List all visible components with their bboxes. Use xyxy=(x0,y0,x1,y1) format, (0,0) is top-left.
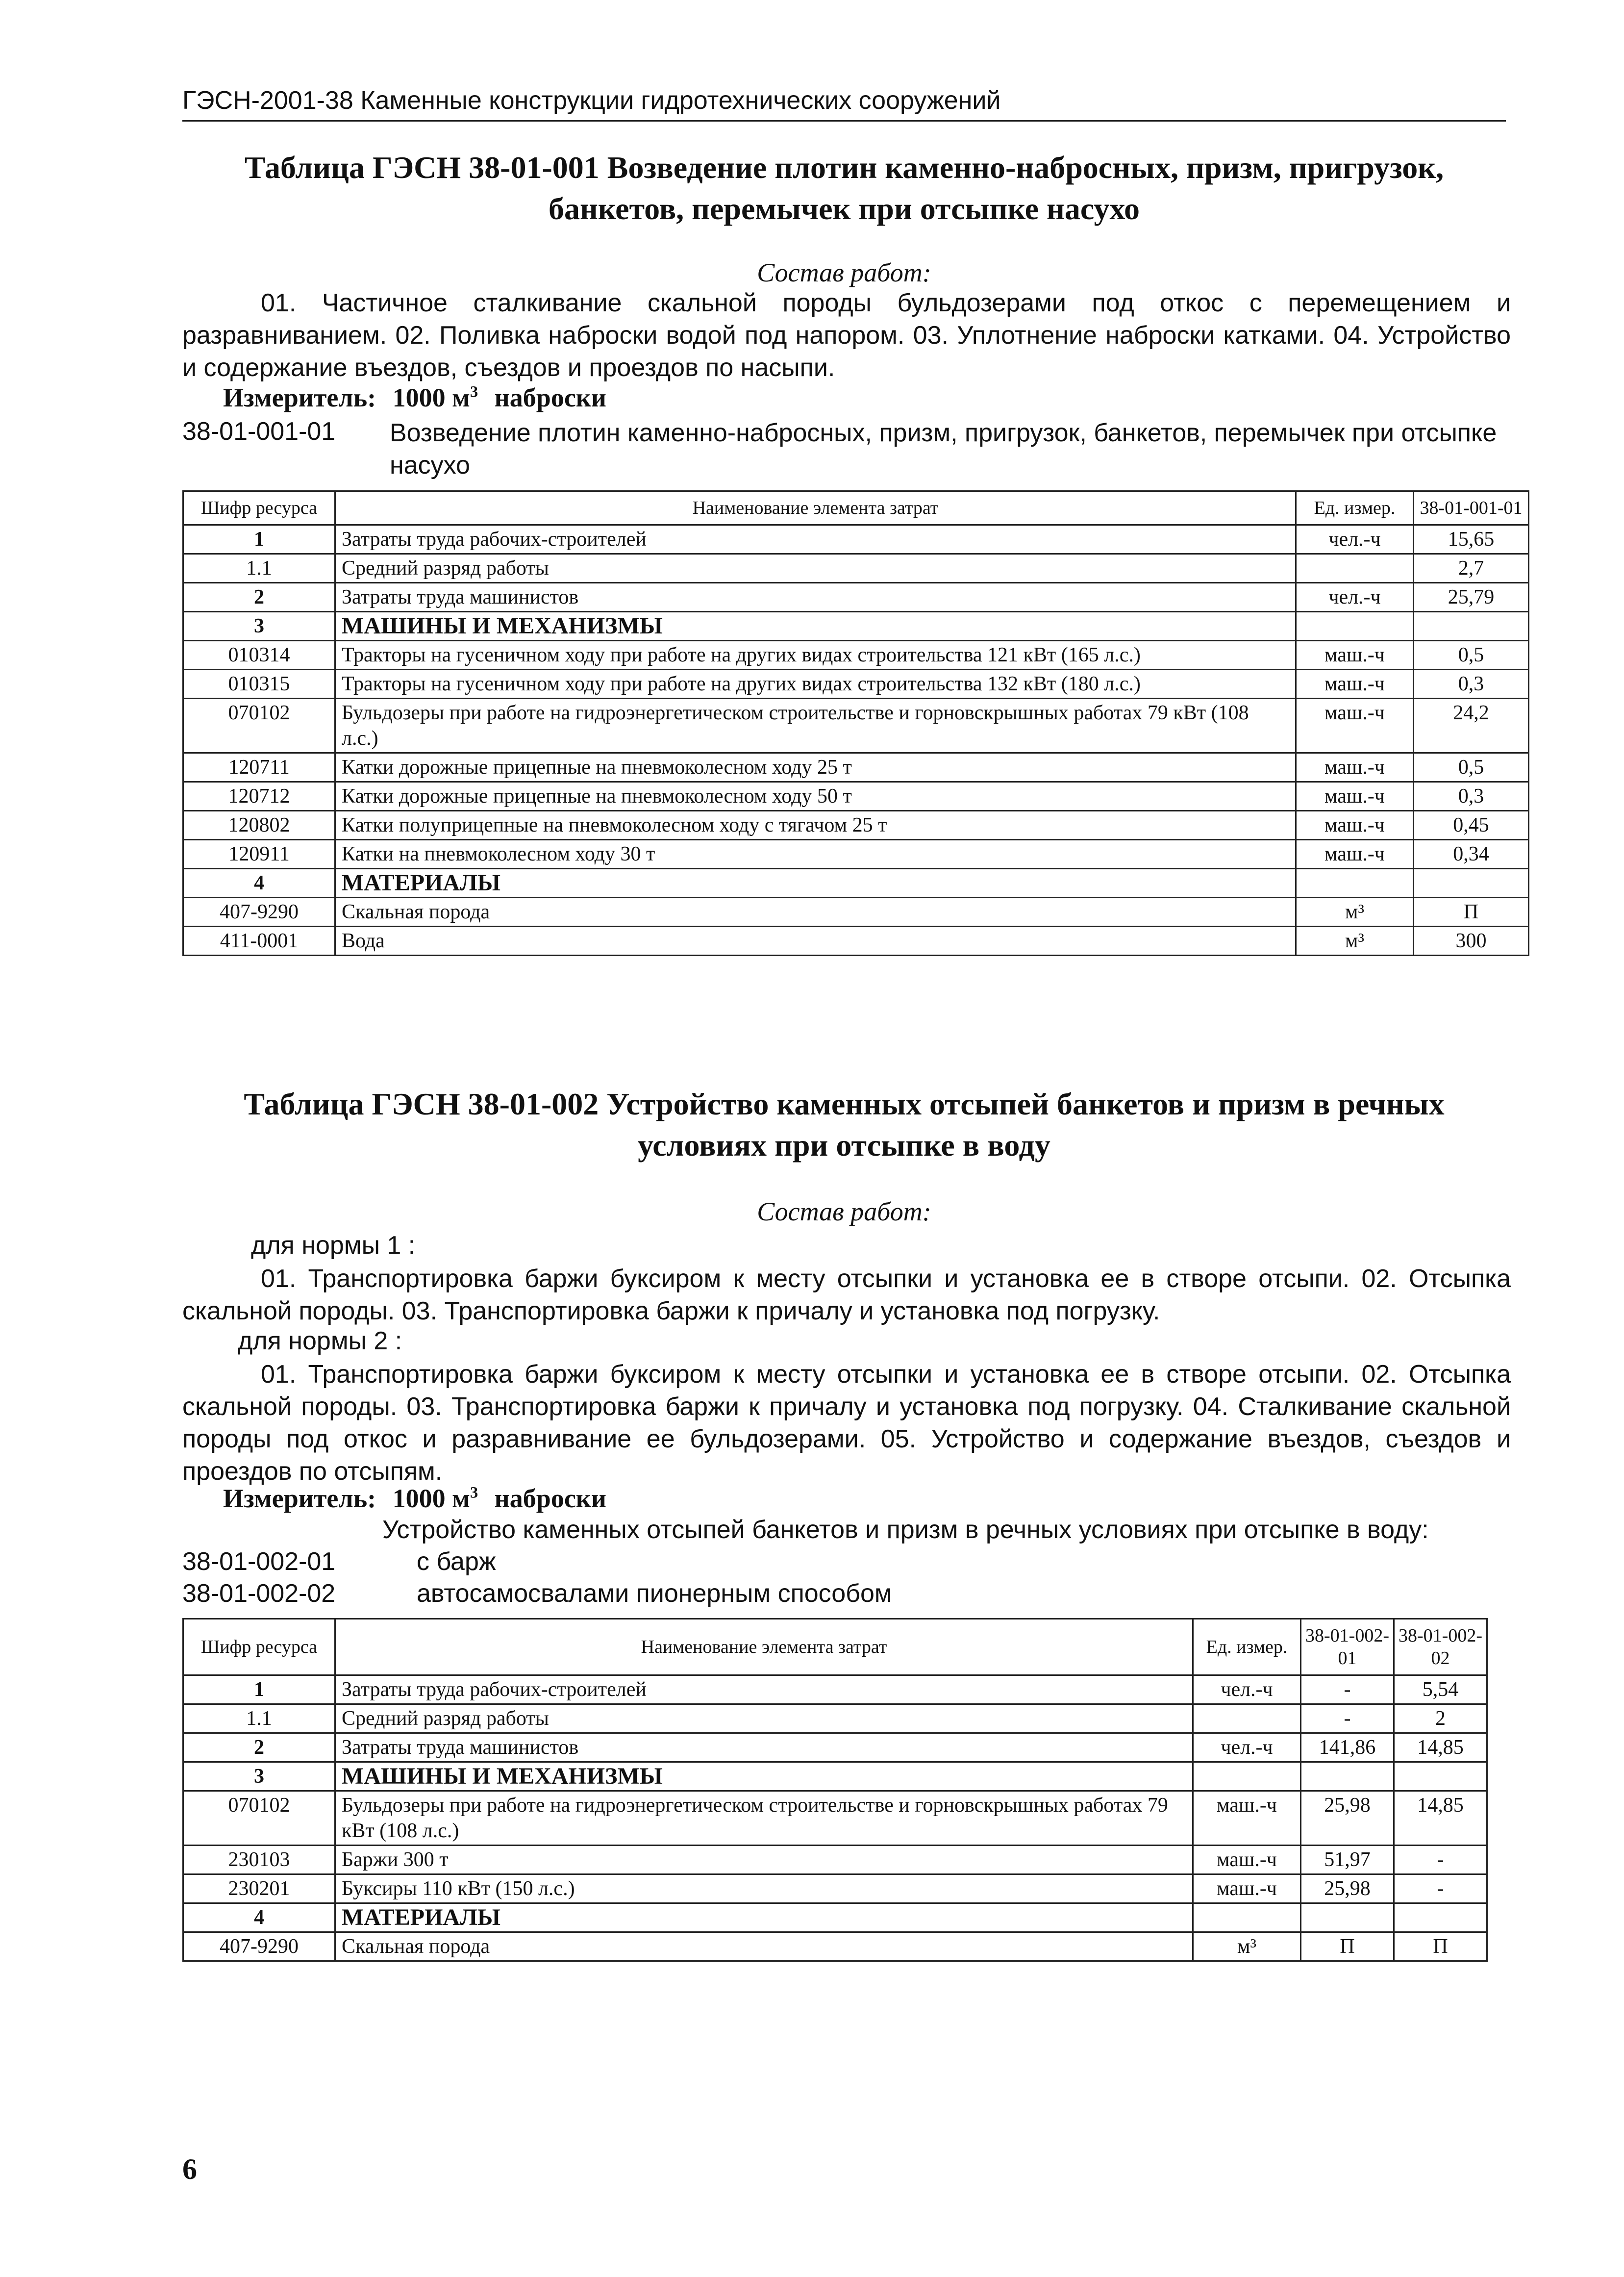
cell-code: 120911 xyxy=(183,840,335,869)
table-row xyxy=(183,1791,1487,1846)
table1-title-line2: банкетов, перемычек при отсыпке насухо xyxy=(549,191,1140,226)
cell-name: Тракторы на гусеничном ходу при работе на других видах строительства 132 кВт (180 л.с.) xyxy=(335,670,1296,699)
cell-value: 25,98 xyxy=(1301,1791,1394,1846)
cell-value: 14,85 xyxy=(1394,1791,1487,1846)
cell-unit: м³ xyxy=(1193,1932,1301,1961)
cell-code: 010315 xyxy=(183,670,335,699)
cell-value: 0,5 xyxy=(1414,641,1529,670)
cell-name: Буксиры 110 кВт (150 л.с.) xyxy=(335,1874,1193,1903)
table2-title-line2: условиях при отсыпке в воду xyxy=(638,1128,1050,1163)
cell-name: Тракторы на гусеничном ходу при работе на других видах строительства 121 кВт (165 л.с.) xyxy=(335,641,1296,670)
cell-code: 1.1 xyxy=(183,1704,335,1733)
table2-title-line1: Таблица ГЭСН 38-01-002 Устройство каменных отсыпей банкетов и призм в речных xyxy=(244,1087,1445,1121)
table2-norm1-text: 01. Транспортировка баржи буксиром к месту отсыпки и установка ее в створе отсыпи. 02. Отсыпка скальной породы. 03. Транспортировка баржи к причалу и установка под погрузку. xyxy=(182,1265,1511,1325)
section-heading: МАТЕРИАЛЫ xyxy=(335,1903,1193,1932)
cell-unit: маш.-ч xyxy=(1296,811,1414,840)
cell-code: 070102 xyxy=(183,1791,335,1846)
cell-value: 0,34 xyxy=(1414,840,1529,869)
cell-value: - xyxy=(1394,1874,1487,1903)
cell-unit xyxy=(1296,554,1414,583)
page-number: 6 xyxy=(182,2153,197,2185)
table-row xyxy=(183,525,1529,554)
running-header: ГЭСН-2001-38 Каменные конструкции гидротехнических сооружений xyxy=(182,86,1001,115)
col-code-header: Шифр ресурса xyxy=(183,491,335,525)
table1-norm-code: 38-01-001-01 xyxy=(182,417,336,446)
cell-value: 15,65 xyxy=(1414,525,1529,554)
cell-unit: маш.-ч xyxy=(1296,699,1414,753)
cell-value xyxy=(1414,612,1529,641)
cell-unit xyxy=(1193,1903,1301,1932)
cell-value: П xyxy=(1301,1932,1394,1961)
cell-value: 0,45 xyxy=(1414,811,1529,840)
cell-code: 120802 xyxy=(183,811,335,840)
cell-name: Скальная порода xyxy=(335,1932,1193,1961)
table-row xyxy=(183,670,1529,699)
cell-name: Катки дорожные прицепные на пневмоколесном ходу 50 т xyxy=(335,782,1296,811)
cell-value: 51,97 xyxy=(1301,1846,1394,1874)
cell-unit: чел.-ч xyxy=(1296,525,1414,554)
cell-unit: м³ xyxy=(1296,898,1414,927)
cell-unit: маш.-ч xyxy=(1296,753,1414,782)
cell-code: 4 xyxy=(183,869,335,898)
table-row xyxy=(183,612,1529,641)
cell-value: 5,54 xyxy=(1394,1675,1487,1704)
cell-unit: маш.-ч xyxy=(1193,1846,1301,1874)
section-heading: МАШИНЫ И МЕХАНИЗМЫ xyxy=(335,1762,1193,1791)
cell-code: 4 xyxy=(183,1903,335,1932)
col-unit-header: Ед. измер. xyxy=(1296,491,1414,525)
cell-unit xyxy=(1296,869,1414,898)
meter-unit: наброски xyxy=(494,383,607,412)
meter-sup: 3 xyxy=(470,1484,478,1502)
cell-unit: чел.-ч xyxy=(1193,1675,1301,1704)
cell-name: Затраты труда машинистов xyxy=(335,583,1296,612)
cell-value xyxy=(1414,869,1529,898)
col-name-header: Наименование элемента затрат xyxy=(335,491,1296,525)
table-row xyxy=(183,1903,1487,1932)
cell-value: П xyxy=(1414,898,1529,927)
cell-value: 25,98 xyxy=(1301,1874,1394,1903)
cell-name: Катки полуприцепные на пневмоколесном ходу с тягачом 25 т xyxy=(335,811,1296,840)
cell-code: 411-0001 xyxy=(183,927,335,956)
cell-code: 070102 xyxy=(183,699,335,753)
section-heading: МАШИНЫ И МЕХАНИЗМЫ xyxy=(335,612,1296,641)
cell-value: 0,3 xyxy=(1414,782,1529,811)
col-norm1-header: 38-01-002-01 xyxy=(1301,1619,1394,1675)
cell-name: Средний разряд работы xyxy=(335,554,1296,583)
table-row xyxy=(183,1932,1487,1961)
cell-code: 407-9290 xyxy=(183,1932,335,1961)
table-row xyxy=(183,1846,1487,1874)
table1-norm-text: Возведение плотин каменно-набросных, призм, пригрузок, банкетов, перемычек при отсыпке насухо xyxy=(390,419,1497,480)
col-norm2-header: 38-01-002-02 xyxy=(1394,1619,1487,1675)
table-row xyxy=(183,1733,1487,1762)
cell-value: 2 xyxy=(1394,1704,1487,1733)
meter-label: Измеритель: xyxy=(223,383,376,412)
cell-code: 407-9290 xyxy=(183,898,335,927)
cell-value xyxy=(1301,1762,1394,1791)
cell-unit: маш.-ч xyxy=(1193,1874,1301,1903)
table-row xyxy=(183,1762,1487,1791)
cell-value: 300 xyxy=(1414,927,1529,956)
cell-value xyxy=(1394,1903,1487,1932)
meter-value: 1000 м xyxy=(392,1484,470,1513)
cell-unit: маш.-ч xyxy=(1296,641,1414,670)
cell-unit xyxy=(1296,612,1414,641)
cell-value: 0,3 xyxy=(1414,670,1529,699)
table2-header-row xyxy=(183,1619,1487,1675)
cell-unit: чел.-ч xyxy=(1296,583,1414,612)
cell-name: Затраты труда рабочих-строителей xyxy=(335,525,1296,554)
cell-code: 1 xyxy=(183,1675,335,1704)
table-row xyxy=(183,699,1529,753)
cell-name: Бульдозеры при работе на гидроэнергетическом строительстве и горновскрышных работах 79 кВт (108 л.с.) xyxy=(335,699,1296,753)
col-norm1-header: 38-01-001-01 xyxy=(1414,491,1529,525)
cell-code: 3 xyxy=(183,612,335,641)
table2-norm1-desc: с барж xyxy=(417,1547,496,1576)
cell-code: 120712 xyxy=(183,782,335,811)
table2-meter xyxy=(223,1483,606,1514)
cell-code: 1.1 xyxy=(183,554,335,583)
cell-value: 0,5 xyxy=(1414,753,1529,782)
table-row xyxy=(183,1874,1487,1903)
cell-unit: маш.-ч xyxy=(1296,840,1414,869)
table1-header-row xyxy=(183,491,1529,525)
cell-name: Скальная порода xyxy=(335,898,1296,927)
cell-code: 2 xyxy=(183,1733,335,1762)
cell-unit: маш.-ч xyxy=(1296,782,1414,811)
table-row xyxy=(183,641,1529,670)
table2-norm2-desc: автосамосвалами пионерным способом xyxy=(417,1579,892,1608)
table1-title-line1: Таблица ГЭСН 38-01-001 Возведение плотин каменно-набросных, призм, пригрузок, xyxy=(244,150,1444,185)
cell-name: Вода xyxy=(335,927,1296,956)
meter-unit: наброски xyxy=(494,1484,607,1513)
cell-unit xyxy=(1193,1704,1301,1733)
table2-title xyxy=(182,1084,1506,1166)
col-code-header: Шифр ресурса xyxy=(183,1619,335,1675)
col-unit-header: Ед. измер. xyxy=(1193,1619,1301,1675)
header-rule xyxy=(182,120,1506,122)
col-name-header: Наименование элемента затрат xyxy=(335,1619,1193,1675)
table-row xyxy=(183,554,1529,583)
table2-norm-group-text: Устройство каменных отсыпей банкетов и призм в речных условиях при отсыпке в воду: xyxy=(382,1516,1429,1544)
cell-value: 2,7 xyxy=(1414,554,1529,583)
cell-value: 24,2 xyxy=(1414,699,1529,753)
table-row xyxy=(183,898,1529,927)
cell-code: 120711 xyxy=(183,753,335,782)
meter-sup: 3 xyxy=(470,383,478,401)
cell-unit: маш.-ч xyxy=(1193,1791,1301,1846)
table-row xyxy=(183,1704,1487,1733)
cell-name: Затраты труда рабочих-строителей xyxy=(335,1675,1193,1704)
cell-name: Затраты труда машинистов xyxy=(335,1733,1193,1762)
meter-value: 1000 м xyxy=(392,383,470,412)
table1-grid xyxy=(182,490,1529,956)
section-heading: МАТЕРИАЛЫ xyxy=(335,869,1296,898)
cell-value: 25,79 xyxy=(1414,583,1529,612)
table2-norm2-code: 38-01-002-02 xyxy=(182,1579,336,1608)
cell-value: П xyxy=(1394,1932,1487,1961)
cell-code: 2 xyxy=(183,583,335,612)
table-row xyxy=(183,811,1529,840)
cell-value: - xyxy=(1301,1675,1394,1704)
table2-norm2-text: 01. Транспортировка баржи буксиром к месту отсыпки и установка ее в створе отсыпи. 02. Отсыпка скальной породы. 03. Транспортировка баржи к причалу и установка под погрузку. 04. Сталкивание скальной породы под откос и разравнивание ее бульдозерами. 05. Устройство и содержание въездов, съездов и проездов по отсыпям. xyxy=(182,1360,1511,1486)
cell-unit: маш.-ч xyxy=(1296,670,1414,699)
cell-value: 14,85 xyxy=(1394,1733,1487,1762)
table-row xyxy=(183,583,1529,612)
table1-title xyxy=(182,147,1506,229)
table-row xyxy=(183,927,1529,956)
table2-norm1-intro: для нормы 1 : xyxy=(251,1231,416,1260)
table2-grid xyxy=(182,1618,1488,1962)
cell-name: Катки на пневмоколесном ходу 30 т xyxy=(335,840,1296,869)
cell-value: - xyxy=(1301,1704,1394,1733)
table1-meter xyxy=(223,382,606,413)
table-row xyxy=(183,782,1529,811)
table2-norm1-code: 38-01-002-01 xyxy=(182,1547,336,1576)
table-row xyxy=(183,840,1529,869)
cell-unit xyxy=(1193,1762,1301,1791)
cell-name: Баржи 300 т xyxy=(335,1846,1193,1874)
cell-code: 230201 xyxy=(183,1874,335,1903)
cell-value xyxy=(1394,1762,1487,1791)
cell-unit: м³ xyxy=(1296,927,1414,956)
meter-label: Измеритель: xyxy=(223,1484,376,1513)
table-row xyxy=(183,869,1529,898)
cell-code: 230103 xyxy=(183,1846,335,1874)
cell-code: 3 xyxy=(183,1762,335,1791)
cell-value: - xyxy=(1394,1846,1487,1874)
table1-work-heading: Состав работ: xyxy=(757,258,931,287)
table-row xyxy=(183,753,1529,782)
cell-unit: чел.-ч xyxy=(1193,1733,1301,1762)
table-row xyxy=(183,1675,1487,1704)
cell-name: Средний разряд работы xyxy=(335,1704,1193,1733)
table2-work-heading: Состав работ: xyxy=(757,1197,931,1226)
cell-name: Катки дорожные прицепные на пневмоколесном ходу 25 т xyxy=(335,753,1296,782)
table2-norm2-intro: для нормы 2 : xyxy=(238,1327,402,1355)
cell-value xyxy=(1301,1903,1394,1932)
table1-work-text: 01. Частичное сталкивание скальной породы бульдозерами под откос с перемещением и разравниванием. 02. Поливка наброски водой под напором. 03. Уплотнение наброски катками. 04. Устройство и содержание въездов, съездов и проездов по насыпи. xyxy=(182,289,1511,382)
cell-code: 1 xyxy=(183,525,335,554)
cell-value: 141,86 xyxy=(1301,1733,1394,1762)
cell-name: Бульдозеры при работе на гидроэнергетическом строительстве и горновскрышных работах 79 кВт (108 л.с.) xyxy=(335,1791,1193,1846)
cell-code: 010314 xyxy=(183,641,335,670)
